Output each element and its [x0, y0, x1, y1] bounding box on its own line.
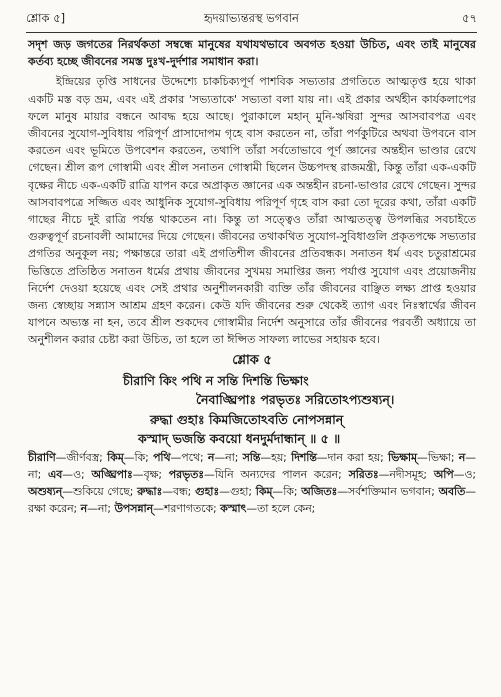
- synonym-meaning: —তা হলে কেন;: [246, 501, 316, 515]
- synonym-meaning: —বৃক্ষ;: [132, 467, 162, 481]
- synonym-meaning: —ও;: [62, 467, 85, 481]
- verse-line: রুদ্ধা গুহাঃ কিমজিতোঽবতি নোপসন্নান্: [150, 411, 344, 427]
- purport-paragraph: ইন্দ্রিয়ের তৃপ্তি সাধনের উদ্দেশ্যে চাকচিক্যপূর্ণ পাশবিক সভ্যতার প্রগতিতে আত্মতৃপ্ত হয়ে থাকা একটি মস্ত বড় ভ্রম, এবং এই প্রকার 'সভ্যতাকে' সভ্যতা বলা যায় না। এই প্রকার অর্থহীন কার্যকলাপের ফলে মানুষ মায়ার বন্ধনে আবদ্ধ হয়ে আছে। পুরাকালে মহান্ মুনি-ঋষিরা সুন্দর আসবাবপত্র এবং জীবনের সুযোগ-সুবিধায় পরিপূর্ণ প্রাসাদোপম গৃহে বাস করতেন না, তাঁরা পর্ণকুটিরে অথবা উপবনে বাস করতেন এবং ভূমিতে উপবেশন করতেন, তথাপি তাঁরা সর্বতোভাবে পূর্ণ জ্ঞানের অন্তহীন ভাণ্ডার রেখে গেছেন। শ্রীল রূপ গোস্বামী এবং শ্রীল সনাতন গোস্বামী ছিলেন উচ্চপদস্থ রাজমন্ত্রী, কিন্তু তাঁরা এক-একটি বৃক্ষের নীচে এক-একটি রাত্রি যাপন করে অপ্রাকৃত জ্ঞানের এক অন্তহীন রচনা-ভাণ্ডার রেখে গেছেন। সুন্দর আসবাবপত্রে সজ্জিত এবং আধুনিক সুযোগ-সুবিধায় পরিপূর্ণ গৃহে বাস করা তো দূরের কথা, তাঁরা একটি গাছের নীচে দুই রাত্রি পর্যন্ত থাকতেন না। কিন্তু তা সত্ত্বেও তাঁরা আত্মতত্ত্ব উপলব্ধির সবচাইতে গুরুত্বপূর্ণ রচনাবলী আমাদের দিয়ে গেছেন। জীবনের তথাকথিত সুযোগ-সুবিধাগুলি প্রকৃতপক্ষে সভ্যতার প্রগতির অনুকূল নয়; পক্ষান্তরে তারা এই প্রগতিশীল জীবনের প্রতিবন্ধক। সনাতন ধর্ম এবং চতুরাশ্রমের ভিত্তিতে প্রতিষ্ঠিত সনাতন ধর্মের প্রথায় জীবনের সুখময় সমাপ্তির জন্য পর্যাপ্ত সুযোগ এবং প্রয়োজনীয় নির্দেশ দেওয়া হয়েছে এবং সেই প্রথার অনুশীলনকারী ব্যক্তি তাঁর জীবনের বাঞ্ছিত লক্ষ্য প্রাপ্ত হওয়ার জন্য স্বেচ্ছায় সন্ন্যাস আশ্রম গ্রহণ করেন। কেউ যদি জীবনের শুরু থেকেই ত্যাগ এবং নিঃস্বার্থের জীবন যাপনে অভ্যস্ত না হন, তবে শ্রীল শুকদেব গোস্বামীর নির্দেশ অনুসারে তাঁর জীবনের পরবর্তী অধ্যায়ে তা অনুশীলন করার চেষ্টা করা উচিত, তা হলে তা ঈপ্সিত সাফল্য লাভের সহায়ক হবে।: [28, 75, 477, 347]
- synonym-meaning: —যিনি অন্যদের পালন করেন;: [203, 467, 342, 481]
- synonym-meaning: —শরণাগতকে;: [153, 501, 217, 515]
- header-rule: [26, 32, 477, 33]
- synonym-word: অশুষ্যন্: [28, 484, 63, 498]
- synonym-word: গুহাঃ: [195, 484, 220, 498]
- verse-line: চীরাণি কিং পথি ন সন্তি দিশন্তি ভিক্ষাং: [123, 372, 309, 388]
- synonym-meaning: —রক্ষা করেন;: [28, 484, 476, 515]
- synonym-word: ন: [207, 450, 215, 464]
- verse-heading: শ্লোক ৫: [232, 352, 272, 368]
- synonym-meaning: —সর্বশক্তিমান ভগবান;: [337, 484, 435, 498]
- synonym-word: দিশন্তি: [291, 450, 317, 464]
- synonym-meaning: —কি;: [272, 484, 298, 498]
- synonym-word: সন্তি: [242, 450, 261, 464]
- synonym-meaning: —কি;: [123, 450, 149, 464]
- synonym-word: ভিক্ষাম্: [388, 450, 418, 464]
- sanskrit-verse: [28, 371, 476, 449]
- synonym-meaning: —হয়;: [260, 450, 287, 464]
- synonym-word: কিম্: [107, 450, 124, 464]
- verse-line: কস্মাদ্ ভজন্তি কবয়ো ধনদুর্মদান্ধান্ ॥ ৫ ॥: [138, 431, 341, 447]
- synonym-meaning: —জীর্ণবস্ত্র;: [55, 450, 103, 464]
- synonym-meaning: —নদীসমূহ;: [378, 467, 428, 481]
- page-header: [26, 8, 477, 30]
- synonym-word: কস্মাৎ: [220, 501, 247, 515]
- synonym-word: অজিতঃ: [301, 484, 338, 498]
- word-meanings: [28, 449, 476, 517]
- synonym-word: চীরাণি: [28, 450, 56, 464]
- synonym-word: ন: [458, 450, 466, 464]
- verse-line: নৈবাঙ্ঘ্রিপাঃ পরভৃতঃ সরিতোঽপ্যশুষ্যন্।: [196, 392, 395, 408]
- synonym-word: সরিতঃ: [348, 467, 379, 481]
- synonym-meaning: —শুকিয়ে গেছে;: [62, 484, 134, 498]
- synonym-meaning: —না;: [87, 501, 112, 515]
- synonym-word: কিম্: [255, 484, 273, 498]
- synonym-meaning: —না;: [28, 450, 477, 481]
- synonym-word: পরভৃতঃ: [168, 467, 204, 481]
- synonym-word: রুদ্ধাঃ: [137, 484, 163, 498]
- synonym-word: উপসন্নান্: [114, 501, 154, 515]
- page-body: [28, 36, 476, 517]
- synonym-word: এব: [48, 467, 63, 481]
- verse-reference: শ্লোক ৫]: [26, 10, 66, 25]
- synonym-meaning: —পথে;: [170, 450, 204, 464]
- synonym-meaning: —গুহা;: [219, 484, 252, 498]
- synonym-word: পথি: [153, 450, 171, 464]
- chapter-title: হৃদয়াভ্যন্তরস্থ ভগবান: [204, 10, 299, 25]
- synonym-word: ন: [80, 501, 88, 515]
- synonym-meaning: —ও;: [453, 467, 477, 481]
- intro-text: সদৃশ জড় জগতের নিরর্থকতা সম্বন্ধে মানুষের যথাযথভাবে অবগত হওয়া উচিত, এবং তাই মানুষের কর্তব্য হচ্ছে জীবনের সমস্ত দুঃখ-দুর্দশার সমাধান করা।: [28, 38, 476, 69]
- synonym-meaning: —ভিক্ষা;: [417, 450, 455, 464]
- synonym-word: অঙ্ঘ্রিপাঃ: [91, 467, 133, 481]
- synonym-meaning: —বন্ধ;: [162, 484, 192, 498]
- synonym-word: অপি: [433, 467, 454, 481]
- synonym-meaning: —দান করা হয়;: [316, 450, 384, 464]
- page-number: ৫৭: [462, 10, 477, 25]
- synonym-meaning: —না;: [214, 450, 239, 464]
- synonym-word: অবতি: [438, 484, 466, 498]
